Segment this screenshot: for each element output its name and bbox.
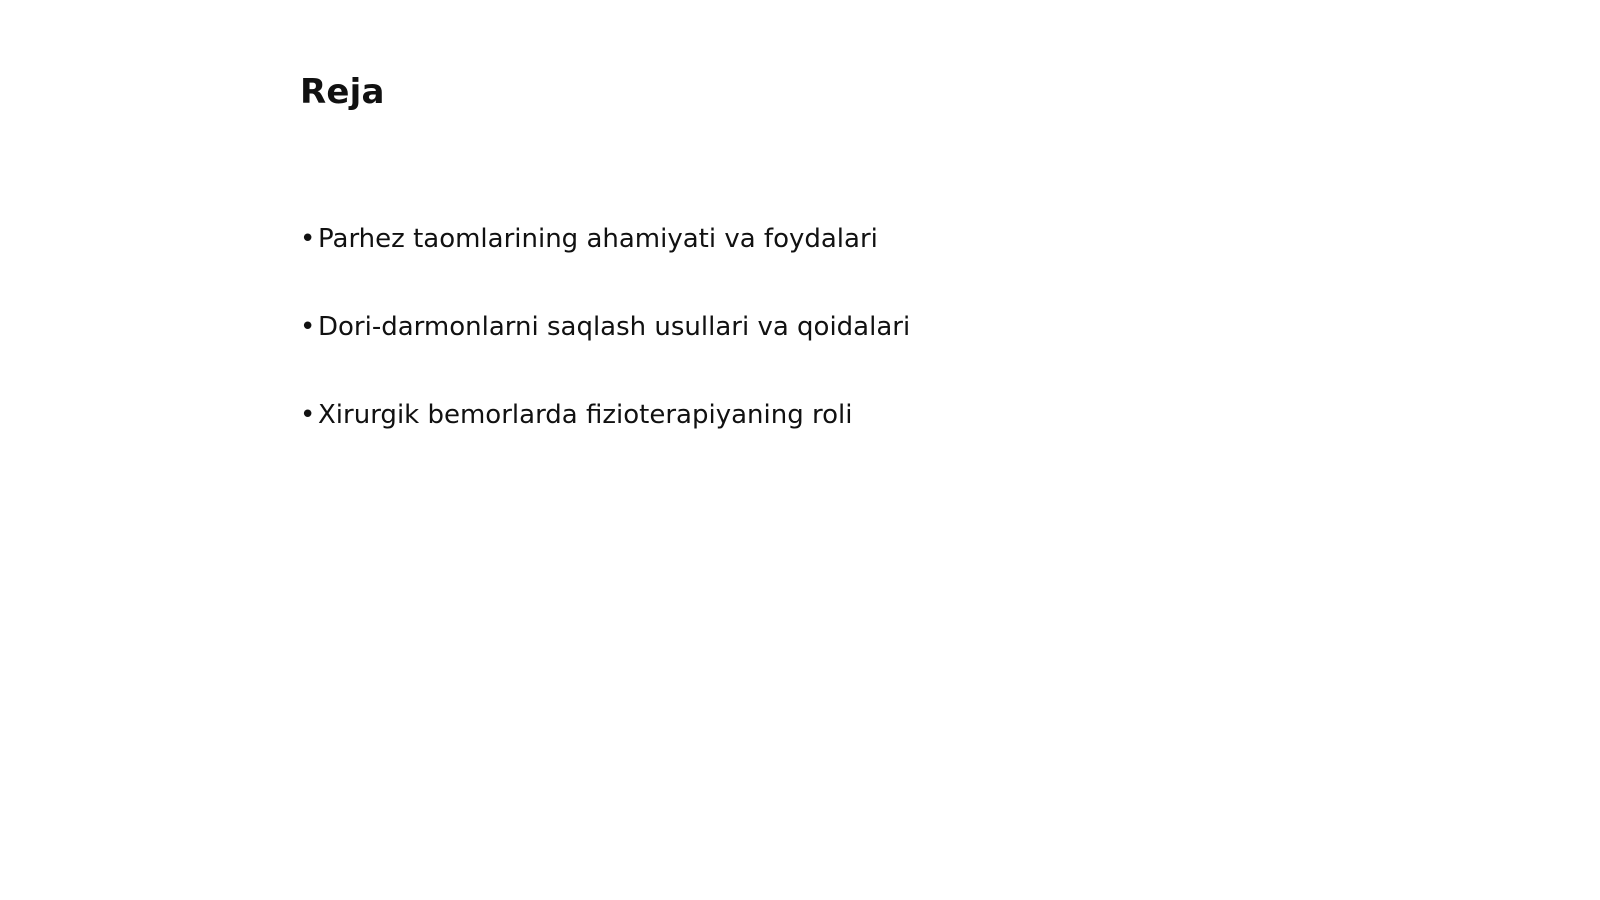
list-item-label: Dori-darmonlarni saqlash usullari va qoidalari	[318, 312, 911, 342]
list-item	[300, 310, 910, 344]
list-item-label: Xirurgik bemorlarda fizioterapiyaning roli	[318, 400, 853, 430]
bullet-icon: •	[300, 312, 316, 342]
bullet-icon: •	[300, 400, 316, 430]
slide-title: Reja	[300, 72, 385, 112]
list-item	[300, 398, 910, 432]
bullet-list	[300, 222, 910, 486]
list-item	[300, 222, 910, 256]
bullet-icon: •	[300, 224, 316, 254]
list-item-label: Parhez taomlarining ahamiyati va foydalari	[318, 224, 878, 254]
